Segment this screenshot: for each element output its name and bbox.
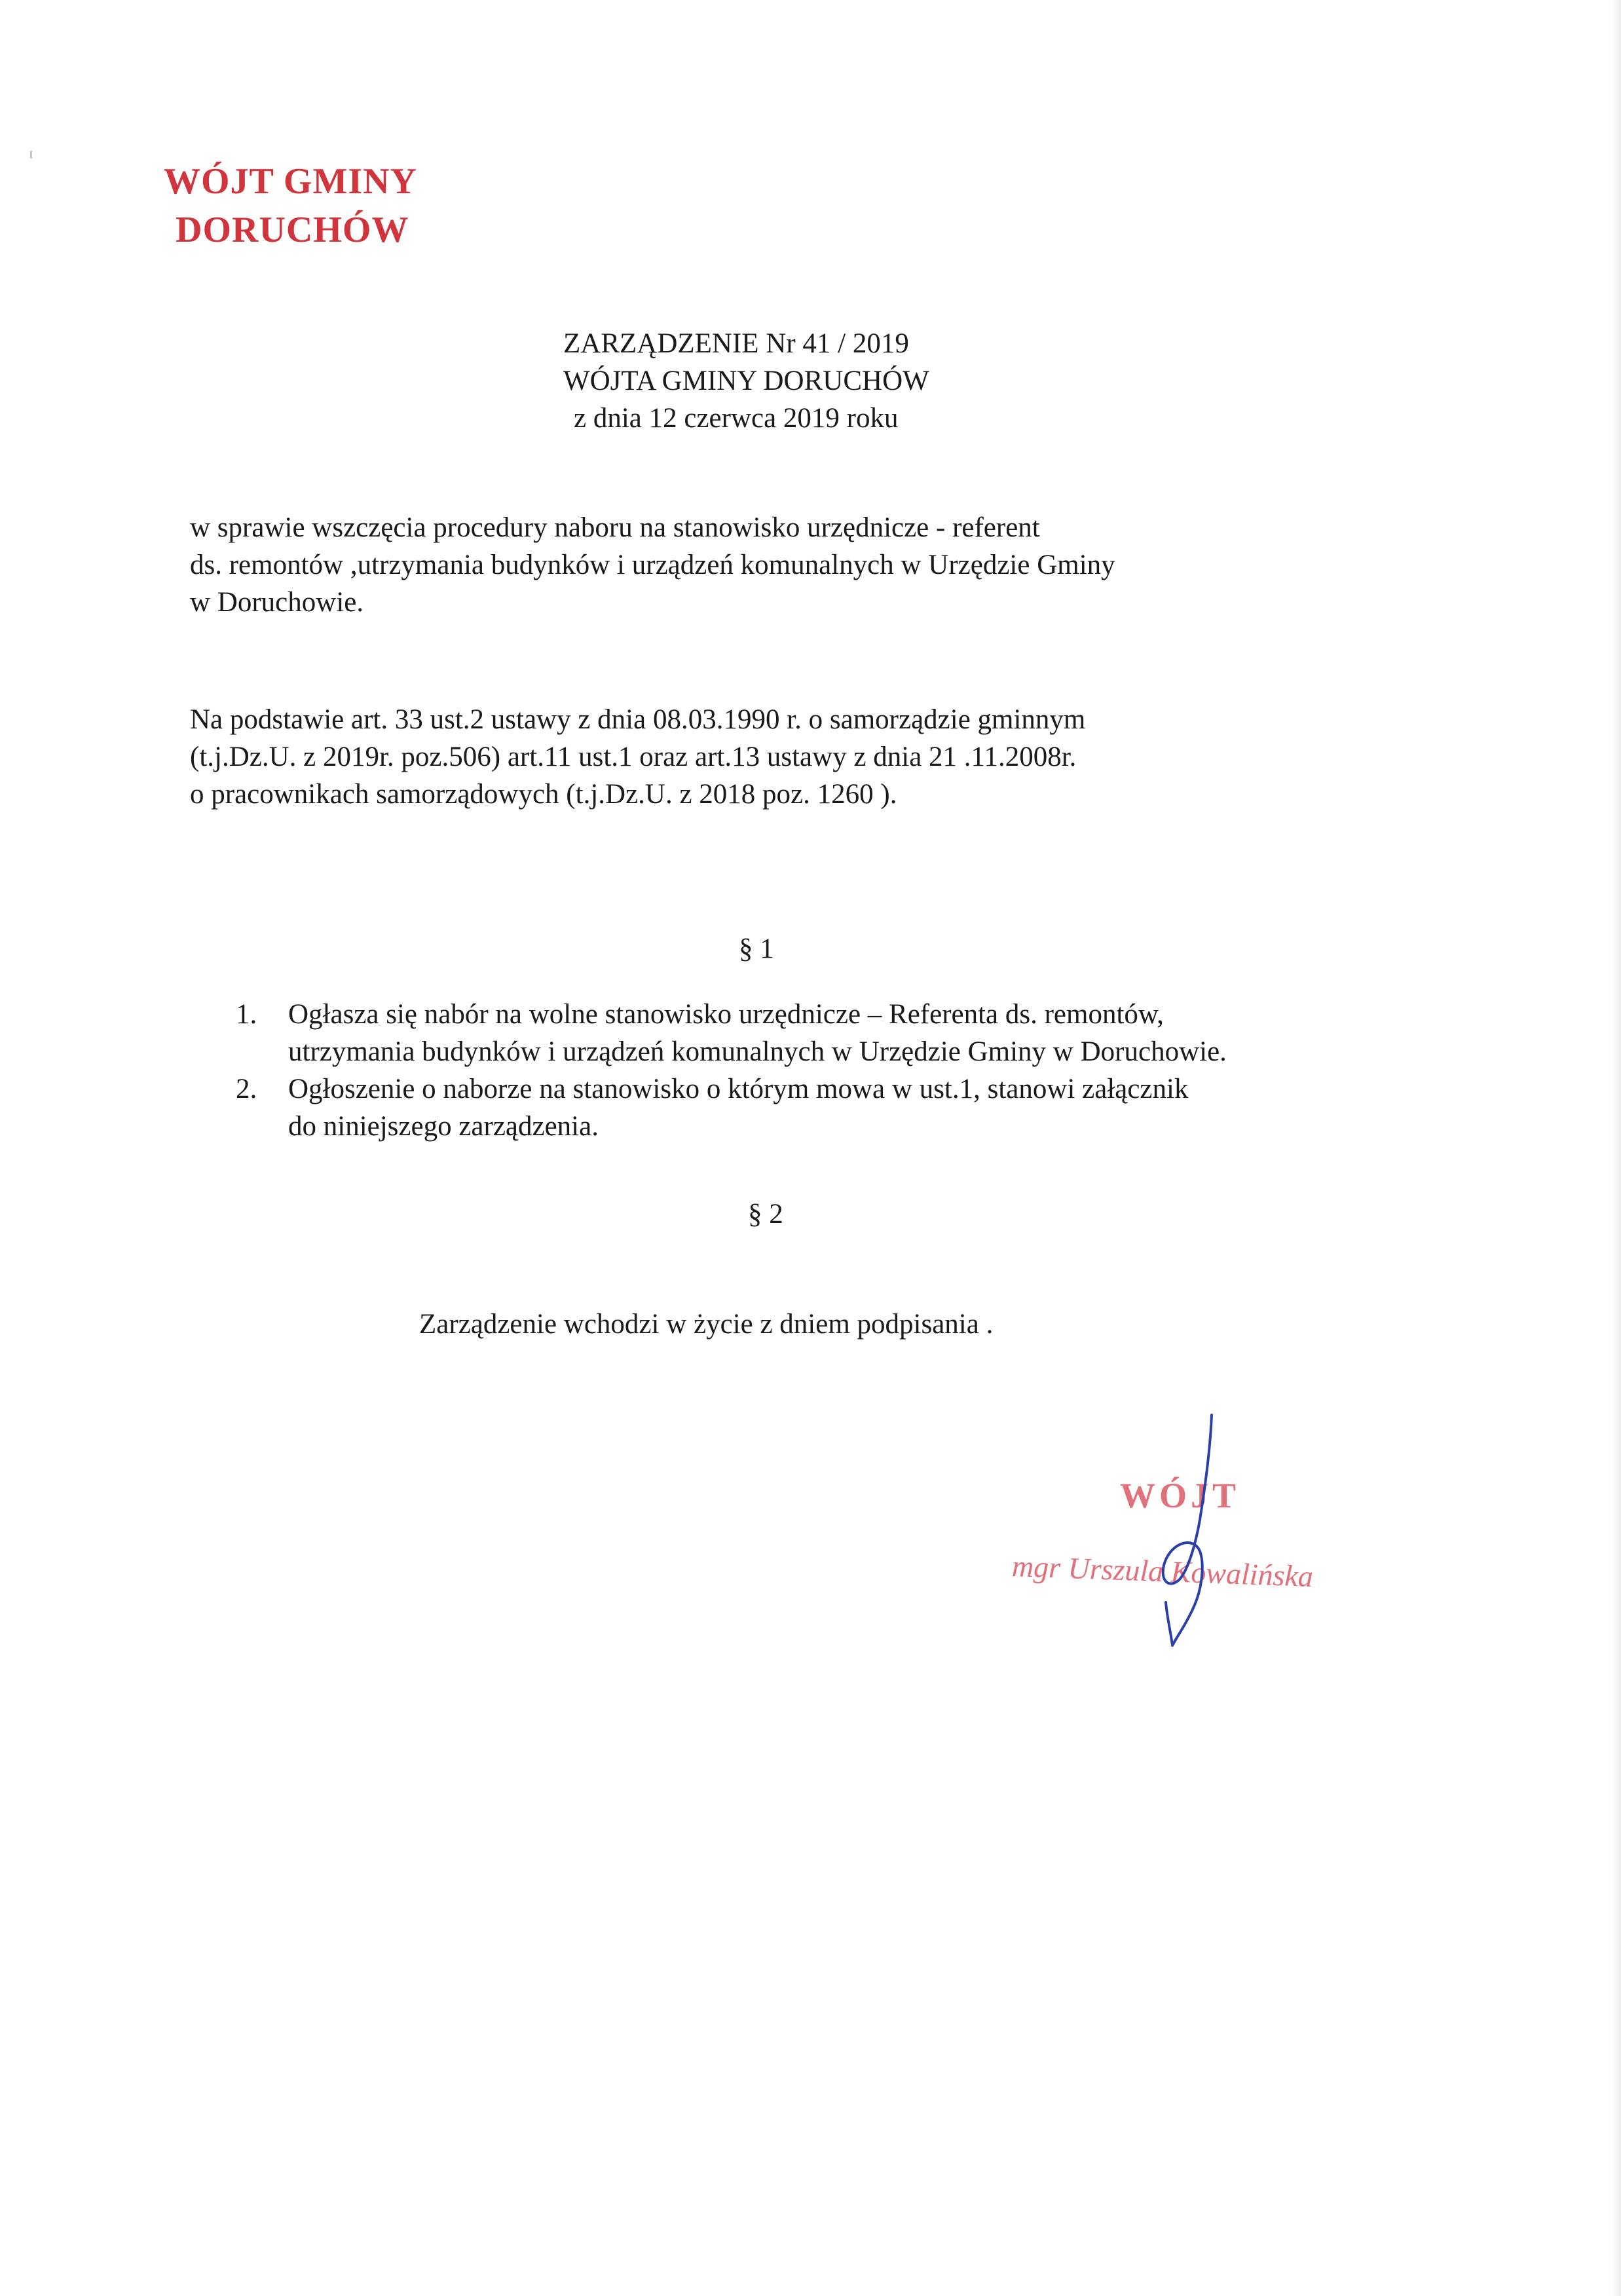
section-2-mark: § 2 xyxy=(748,1199,783,1230)
subject-line1: w sprawie wszczęcia procedury naboru na stanowisko urzędnicze - referent xyxy=(190,512,1040,543)
list-item-line1: Ogłasza się nabór na wolne stanowisko urzędnicze – Referenta ds. remontów, xyxy=(288,999,1164,1030)
legal-basis-line2: (t.j.Dz.U. z 2019r. poz.506) art.11 ust.1 oraz art.13 ustawy z dnia 21 .11.2008r. xyxy=(190,742,1077,772)
signature-stamp-name: mgr Urszula Kowalińska xyxy=(1011,1549,1314,1594)
legal-basis-line1: Na podstawie art. 33 ust.2 ustawy z dnia 08.03.1990 r. o samorządzie gminnym xyxy=(190,704,1086,735)
title-line2: WÓJTA GMINY DORUCHÓW xyxy=(563,366,929,396)
list-item-text xyxy=(288,1070,1188,1145)
header-stamp-line1: WÓJT GMINY xyxy=(164,161,417,202)
document-subject xyxy=(190,509,1336,621)
list-item xyxy=(236,996,1454,1070)
list-item-line1: Ogłoszenie o naborze na stanowisko o którym mowa w ust.1, stanowi załącznik xyxy=(288,1074,1189,1104)
signature-stamp-title: WÓJT xyxy=(1120,1476,1240,1515)
list-item-line2: utrzymania budynków i urządzeń komunalnych w Urzędzie Gminy w Doruchowie. xyxy=(288,1036,1227,1067)
legal-basis xyxy=(190,701,1369,813)
closing-statement: Zarządzenie wchodzi w życie z dniem podpisania . xyxy=(419,1309,994,1340)
subject-line2: ds. remontów ,utrzymania budynków i urządzeń komunalnych w Urzędzie Gminy xyxy=(190,550,1115,580)
signature-stroke xyxy=(1163,1415,1212,1646)
list-item-text xyxy=(288,996,1227,1070)
list-item-number: 1. xyxy=(236,999,257,1030)
handwritten-signature xyxy=(1113,1408,1284,1657)
title-date: z dnia 12 czerwca 2019 roku xyxy=(574,403,899,434)
title-line1: ZARZĄDZENIE Nr 41 / 2019 xyxy=(563,328,909,359)
document-title xyxy=(563,325,929,437)
header-stamp xyxy=(164,157,417,254)
legal-basis-line3: o pracownikach samorządowych (t.j.Dz.U. z 2018 poz. 1260 ). xyxy=(190,779,897,810)
section-1-mark: § 1 xyxy=(739,933,774,964)
list-item-number: 2. xyxy=(236,1074,257,1104)
subject-line3: w Doruchowie. xyxy=(190,587,364,618)
list-item-line2: do niniejszego zarządzenia. xyxy=(288,1111,599,1142)
scan-speck xyxy=(30,151,32,159)
list-item xyxy=(236,1070,1454,1145)
scan-edge-shadow xyxy=(1612,0,1621,2296)
section-1-list xyxy=(236,996,1454,1145)
header-stamp-line2: DORUCHÓW xyxy=(176,210,409,250)
